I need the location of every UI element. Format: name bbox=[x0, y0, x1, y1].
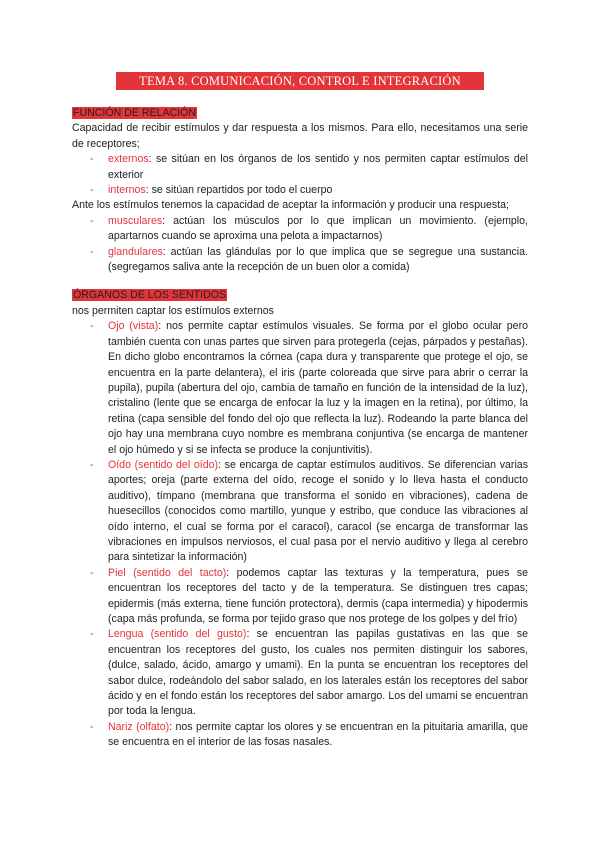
term: externos bbox=[108, 153, 149, 166]
receptor-list bbox=[72, 152, 528, 198]
definition: : se sitúan repartidos por todo el cuerpo bbox=[145, 184, 333, 197]
section-heading-text: FUNCIÓN DE RELACIÓN bbox=[73, 107, 197, 119]
term: Ojo (vista) bbox=[108, 320, 159, 333]
list-item: - Ojo (vista): nos permite captar estímulos visuales. Se forma por el globo ocular pero también cuenta con unas partes que sirven para protegerla (cejas, párpados y pestañas). En dicho globo encontramos la córnea (capa dura y transparente que protege el ojo, se encuentra en la parte delantera), el iris (parte coloreada que sirve para abrir o cerrar la pupila), pupila (abertura del ojo, cambia de tamaño en función de la intensidad de la luz), cristalino (lente que se encarga de enfocar la luz y la imagen en la retina), por último, la retina (capa sensible del fondo del ojo que reflecta la luz). Rodeando la parte blanca del ojo hay una membrana cuyo nombre es membrana conjuntiva (se encarga de mantener el ojo húmedo y si se infecta se produce la conjuntivitis). bbox=[90, 320, 528, 456]
list-item: - glandulares: actúan las glándulas por lo que implica que se segregue una sustancia. (segregamos saliva ante la recepción de un buen olor a comida) bbox=[90, 245, 528, 274]
section-heading-funcion-relacion bbox=[72, 106, 528, 121]
list-item: - externos: se sitúan en los órganos de los sentido y nos permiten captar estímulos del exterior bbox=[90, 153, 528, 181]
term: Oído (sentido del oído) bbox=[108, 458, 219, 471]
definition: : se sitúan en los órganos de los sentido y nos permiten captar estímulos del exterior bbox=[108, 153, 528, 181]
list-item: - Oído (sentido del oído): se encarga de captar estímulos auditivos. Se diferencian varias aportes; oreja (parte externa del oído, recoge el sonido y lo lleva hasta el conducto auditivo), tímpano (membrana que transforma el sonido en vibraciones), cadena de huesecillos (conocidos como martillo, yunque y estribo, que conduce las vibraciones al oído interno, el cual se forma por el caracol), caracol (se encarga de transformar las vibraciones en impulsos nerviosos, el cual pasa por el nervio auditivo y llega al cerebro para sintetizar la información) bbox=[90, 458, 528, 564]
term: Piel (sentido del tacto) bbox=[108, 566, 227, 579]
definition: : actúan los músculos por lo que implican un movimiento. (ejemplo, apartarnos cuando se aproxima una pelota a impactarnos) bbox=[108, 214, 528, 243]
definition: : nos permite captar los olores y se encuentran en la pituitaria amarilla, que se encuentra en el interior de las fosas nasales. bbox=[108, 720, 528, 749]
senses-list bbox=[72, 319, 528, 750]
list-item: - internos: se sitúan repartidos por todo el cuerpo bbox=[90, 184, 333, 197]
list-item: - Lengua (sentido del gusto): se encuentran las papilas gustativas en las que se encuentran los receptores del gusto, los cuales nos permiten distinguir los sabores, (dulce, salado, ácido, amargo y umami). En la punta se encuentran los receptores del sabor dulce, rodeándolo del sabor salado, en los laterales están los receptores del sabor ácido y en el fondo están los receptores del sabor amargo. Los del umami se encuentran por toda la lengua. bbox=[90, 628, 528, 718]
definition: : se encuentran las papilas gustativas en las que se encuentran los receptores del gusto, los cuales nos permiten distinguir los sabores, (dulce, salado, ácido, amargo y umami). En la punta se encuentran los receptores del sabor dulce, rodeándolo del sabor salado, en los laterales están los receptores del sabor ácido y en el fondo están los receptores del sabor amargo. Los del umami se encuentran por toda la lengua. bbox=[108, 628, 528, 718]
term: internos bbox=[108, 184, 146, 197]
term: musculares bbox=[108, 214, 163, 227]
paragraph: nos permiten captar los estímulos externos bbox=[72, 304, 274, 317]
response-list bbox=[72, 214, 528, 276]
page-title: TEMA 8. COMUNICACIÓN, CONTROL E INTEGRACIÓN bbox=[116, 72, 484, 90]
section-heading-organos-sentidos bbox=[72, 288, 528, 303]
definition: : actúan las glándulas por lo que implica que se segregue una sustancia. (segregamos saliva ante la recepción de un buen olor a comida) bbox=[108, 245, 528, 274]
definition: : nos permite captar estímulos visuales. Se forma por el globo ocular pero también cuenta con unas partes que sirven para protegerla (cejas, párpados y pestañas). En dicho globo encontramos la córnea (capa dura y transparente que protege el ojo, se encuentra en la parte delantera), el iris (parte coloreada que sirve para abrir o cerrar la pupila), pupila (abertura del ojo, cambia de tamaño en función de la intensidad de la luz), cristalino (lente que se encarga de enfocar la luz y la imagen en la retina), por último, la retina (capa sensible del fondo del ojo que reflecta la luz). Rodeando la parte blanca del ojo hay una membrana cuyo nombre es membrana conjuntiva (se encarga de mantener el ojo húmedo y si se infecta se produce la conjuntivitis). bbox=[108, 320, 528, 456]
list-item: - Piel (sentido del tacto): podemos captar las texturas y la temperatura, pues se encuentran los receptores del tacto y de la temperatura. Se distinguen tres capas; epidermis (más externa, tiene función protectora), dermis (capa intermedia) y hipodermis (capa más profunda, se forma por tejido graso que nos protege de los golpes y del frío) bbox=[90, 566, 528, 625]
list-item: - Nariz (olfato): nos permite captar los olores y se encuentran en la pituitaria amarilla, que se encuentra en el interior de las fosas nasales. bbox=[90, 720, 528, 749]
definition: : podemos captar las texturas y la temperatura, pues se encuentran los receptores del tacto y de la temperatura. Se distinguen tres capas; epidermis (más externa, tiene función protectora), dermis (capa intermedia) y hipodermis (capa más profunda, se forma por tejido graso que nos protege de los golpes y del frío) bbox=[108, 566, 528, 625]
section-heading-text: ÓRGANOS DE LOS SENTIDOS bbox=[73, 289, 227, 302]
term: Nariz (olfato) bbox=[108, 720, 170, 733]
list-item: - musculares: actúan los músculos por lo que implican un movimiento. (ejemplo, apartarnos cuando se aproxima una pelota a impactarnos) bbox=[90, 214, 528, 243]
definition: : se encarga de captar estímulos auditivos. Se diferencian varias aportes; oreja (parte externa del oído, recoge el sonido y lo lleva hasta el conducto auditivo), tímpano (membrana que transforma el sonido en vibraciones), cadena de huesecillos (conocidos como martillo, yunque y estribo, que conduce las vibraciones al oído interno, el cual se forma por el caracol), caracol (se encarga de transformar las vibraciones en impulsos nerviosos, el cual pasa por el nervio auditivo y llega al cerebro para sintetizar la información) bbox=[108, 458, 528, 564]
paragraph: Capacidad de recibir estímulos y dar respuesta a los mismos. Para ello, necesitamos una serie de receptores; bbox=[72, 122, 528, 150]
term: glandulares bbox=[108, 245, 163, 258]
document-body bbox=[72, 106, 528, 751]
term: Lengua (sentido del gusto) bbox=[108, 628, 247, 641]
paragraph: Ante los estímulos tenemos la capacidad de aceptar la información y producir una respuesta; bbox=[72, 199, 509, 212]
